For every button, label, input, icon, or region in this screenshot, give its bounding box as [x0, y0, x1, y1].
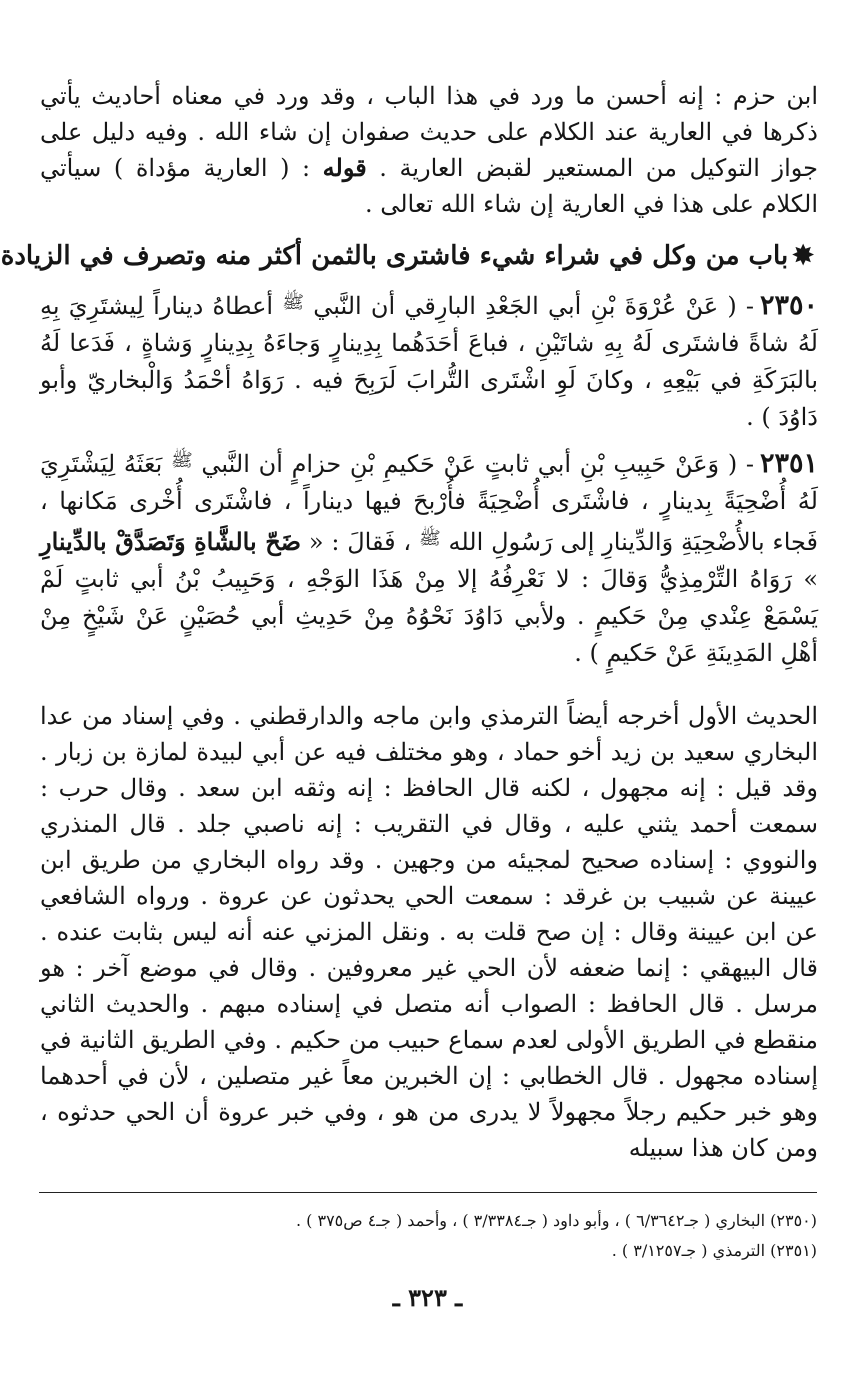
page-body	[0, 78, 819, 1166]
page-number: ـ ٣٢٣ ـ	[392, 1283, 463, 1312]
intro-text-end: : ( العارية مؤداة ) سيأتي الكلام على هذا في العارية إن شاء الله تعالى .	[40, 154, 818, 218]
salutation-glyph: ﷺ	[282, 292, 305, 313]
hadith-text: بَعَثَهُ لِيَشْتَرِيَ لَهُ أُضْحِيَةً بِدينارٍ ، فاشْتَرى أُضْحِيَةً فأُرْبحَ فيها ديناراً ، فاشْتَرى أُخْرى مَكانها ، فَجاء بالأُضْحِيَةِ وَالدِّينارِ إلى رَسُولِ الله	[40, 450, 818, 556]
star-ornament-icon: ✸	[792, 241, 814, 271]
salutation-glyph: ﷺ	[170, 450, 193, 471]
hadith-text: - ( وَعَنْ حَبِيبِ بْنِ أبي ثابتٍ عَنْ حَكيمِ بْنِ حزامٍ أن النَّبي	[192, 450, 754, 478]
hadith-text: أعطاهُ ديناراً لِيشتَرِيَ بِهِ لَهُ شاةً فاشتَرى لَهُ بِهِ شاتَيْنِ ، فباعَ أحَدَهُما بِدِينارٍ وَجاءَهُ بِدِينارٍ وَشاةٍ ، فَدَعا لَهُ بالبَرَكَةِ في بَيْعِهِ ، وكانَ لَوِ اشْتَرى التُّرابَ لَرَبِحَ فيه . رَوَاهُ أحْمَدُ وَالْبخاريّ وأبو دَاوُدَ ) .	[40, 292, 818, 431]
intro-text-start: ابن حزم : إنه أحسن ما ورد في هذا الباب ، وقد ورد في معناه أحاديث يأتي ذكرها في العارية عند الكلام على حديث صفوان إن شاء الله . وفيه دليل على جواز التوكيل من المستعير لقبض العارية .	[40, 82, 818, 182]
footnote-2350: (٢٣٥٠) البخاري ( جـ٦/٣٦٤٢ ) ، وأبو داود ( جـ٣/٣٣٨٤ ) ، وأحمد ( جـ٤ ص٣٧٥ ) .	[295, 1211, 817, 1230]
footnote-divider	[39, 1192, 817, 1193]
hadith-number: ٢٣٥٠	[760, 290, 819, 321]
prophetic-quote: ضَحّ بالشَّاةِ وَتَصَدَّقْ بالدِّينارِ	[40, 527, 302, 556]
chapter-heading	[0, 236, 818, 276]
intro-bold-word: قوله	[322, 153, 367, 182]
footnotes	[39, 1206, 817, 1266]
commentary-paragraph: الحديث الأول أخرجه أيضاً الترمذي وابن ماجه والدارقطني . وفي إسناد من عدا البخاري سعيد بن زيد أخو حماد ، وهو مختلف فيه عن أبي لبيدة لمازة بن زبار . وقد قيل : إنه مجهول ، لكنه قال الحافظ : إنه وثقه ابن سعد . وقال حرب : سمعت أحمد يثني عليه ، وقال في التقريب : إنه ناصبي جلد . قال المنذري والنووي : إسناده صحيح لمجيئه من وجهين . وقد رواه البخاري من طريق ابن عيينة عن شبيب بن غرقد : سمعت الحي يحدثون عن عروة . ورواه الشافعي عن ابن عيينة وقال : إن صح قلت به . ونقل المزني عنه أنه ليس بثابت عنده . قال البيهقي : إنما ضعفه لأن الحي غير معروفين . وقال في موضع آخر : هو مرسل . قال الحافظ : الصواب أنه متصل في إسناده مبهم . والحديث الثاني منقطع في الطريق الأولى لعدم سماع حبيب من حكيم . وفي الطريق الثانية في إسناده مجهول . قال الخطابي : إن الخبرين معاً غير متصلين ، لأن في أحدهما وهو خبر حكيم رجلاً مجهولاً لا يدرى من هو ، وفي خبر عروة أن الحي حدثوه ، ومن كان هذا سبيله	[40, 702, 818, 1162]
hadith-text: ، فَقالَ : «	[301, 528, 419, 556]
hadith-text: - ( عَنْ عُرْوَةَ بْنِ أبي الجَعْدِ البارِقي أن النَّبي	[304, 292, 754, 320]
hadith-2351	[40, 442, 818, 672]
intro-paragraph	[40, 78, 818, 222]
hadith-text: » رَوَاهُ التِّرْمِذِيُّ وَقالَ : لا نَعْرِفُهُ إلا مِنْ هَذَا الوَجْهِ ، وَحَبِيبُ بْنُ أبي ثابتٍ لَمْ يَسْمَعْ عِنْدي مِنْ حَكيمٍ . ولأبي دَاوُدَ نَحْوُهُ مِنْ حَدِيثِ أبي حُصَيْنٍ عَنْ شَيْخٍ مِنْ أهْلِ المَدِينَةِ عَنْ حَكيمٍ ) .	[40, 565, 818, 667]
footnote-2351: (٢٣٥١) الترمذي ( جـ٣/١٢٥٧ ) .	[611, 1241, 817, 1260]
hadith-2350	[40, 284, 818, 436]
hadith-number: ٢٣٥١	[760, 448, 819, 479]
salutation-glyph: ﷺ	[418, 528, 441, 549]
chapter-title: باب من وكل في شراء شيء فاشترى بالثمن أكثر منه وتصرف في الزيادة	[0, 241, 789, 271]
